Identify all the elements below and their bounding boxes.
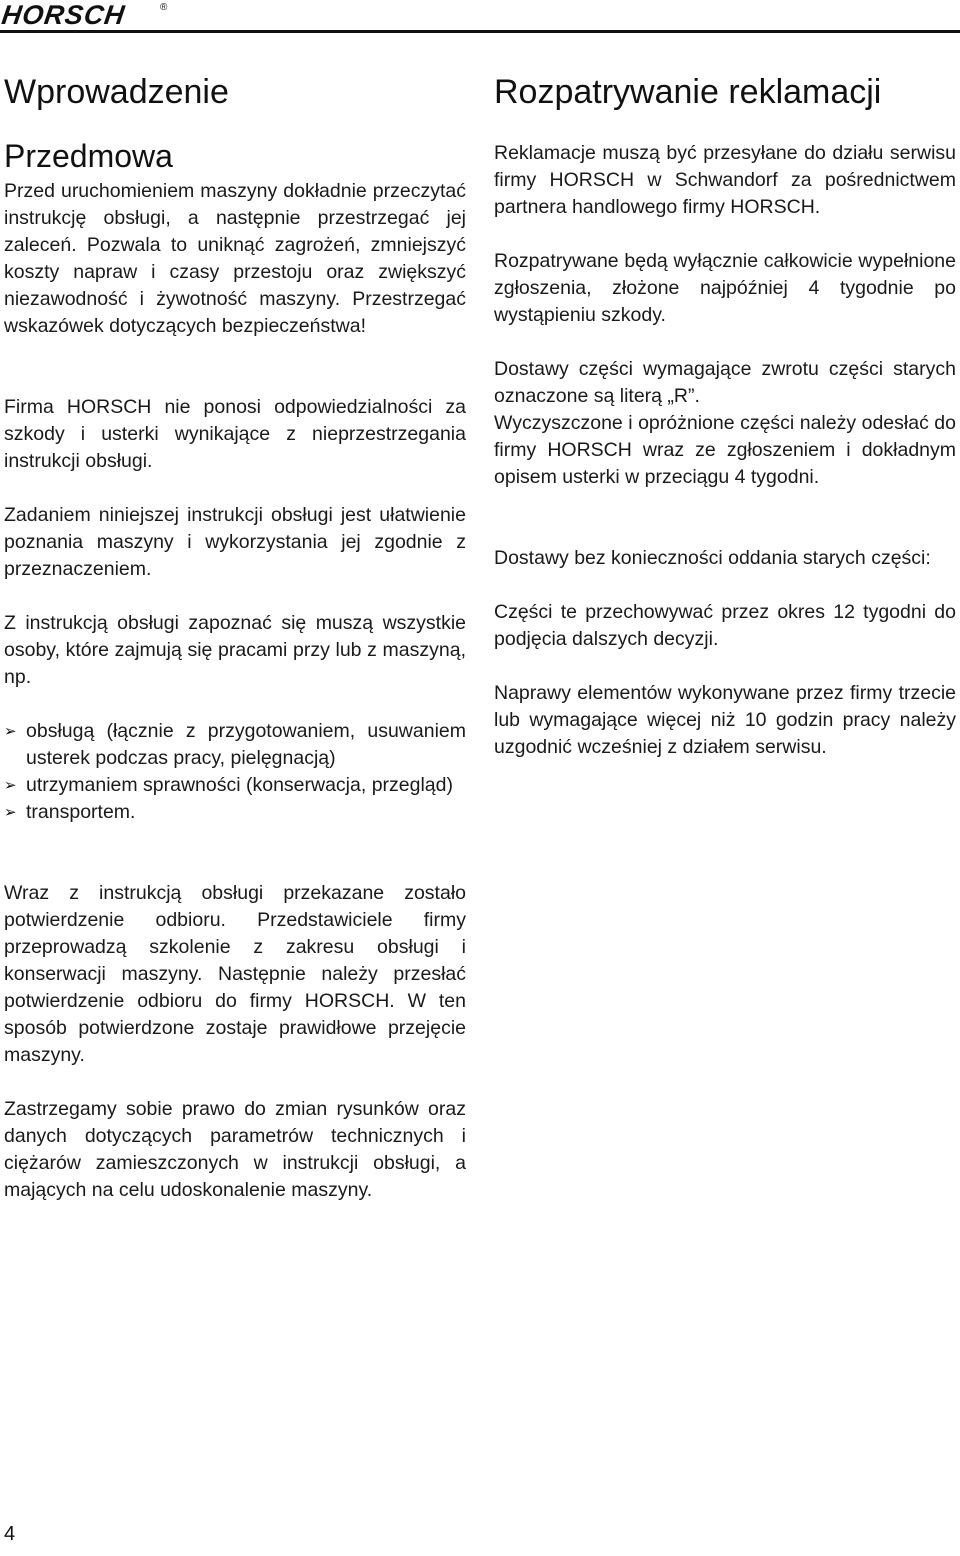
storage-paragraph: Części te przechowywać przez okres 12 tygodni do podjęcia dalszych decyzji. [494, 601, 956, 650]
task-list [4, 718, 466, 826]
handover-paragraph: Wraz z instrukcją obsługi przekazane zostało potwierdzenie odbioru. Przedstawiciele firmy przeprowadzą szkolenie z zakresu obsługi i konserwacji maszyny. Następnie należy przesłać potwierdzenie odbioru do firmy HORSCH. W ten sposób potwierdzone zostaje prawidłowe przejęcie maszyny. [4, 882, 466, 1066]
arrow-bullet-icon: ➢ [4, 777, 17, 794]
arrow-bullet-icon: ➢ [4, 723, 17, 740]
return-parts-paragraph: Dostawy części wymagające zwrotu części starych oznaczone są literą „R”. [494, 358, 956, 407]
third-party-repairs-paragraph: Naprawy elementów wykonywane przez firmy trzecie lub wymagające więcej niż 10 godzin pracy należy uzgodnić wcześniej z działem serwisu. [494, 682, 956, 758]
list-item-text: transportem. [26, 801, 136, 823]
registered-mark: ® [160, 2, 168, 13]
changes-reserved-paragraph: Zastrzegamy sobie prawo do zmian rysunków oraz danych dotyczących parametrów technicznych i ciężarów zamieszczonych w instrukcji obsługi, a mających na celu udoskonalenie maszyny. [4, 1098, 466, 1201]
purpose-paragraph: Zadaniem niniejszej instrukcji obsługi jest ułatwienie poznania maszyny i wykorzystania jej zgodnie z przeznaczeniem. [4, 504, 466, 580]
list-item [4, 718, 466, 772]
header-rule [0, 30, 960, 33]
intro-paragraph: Przed uruchomieniem maszyny dokładnie przeczytać instrukcję obsługi, a następnie przestrzegać jej zaleceń. Pozwala to uniknąć zagrożeń, zmniejszyć koszty napraw i czasy przestoju oraz zwiększyć niezawodność i żywotność maszyny. Przestrzegać wskazówek dotyczących bezpieczeństwa! [4, 180, 466, 337]
liability-paragraph: Firma HORSCH nie ponosi odpowiedzialności za szkody i usterki wynikające z nieprzestrzegania instrukcji obsługi. [4, 396, 466, 472]
claims-conditions-paragraph: Rozpatrywane będą wyłącznie całkowicie wypełnione zgłoszenia, złożone najpóźniej 4 tygodnie po wystąpieniu szkody. [494, 250, 956, 326]
list-item [4, 772, 466, 799]
list-item-text: obsługą (łącznie z przygotowaniem, usuwaniem usterek podczas pracy, pielęgnacją) [26, 720, 466, 769]
section-heading-przedmowa: Przedmowa [4, 138, 173, 174]
page-header [0, 0, 960, 40]
page-title: Wprowadzenie [4, 73, 229, 111]
return-instructions-paragraph: Wyczyszczone i opróżnione części należy odesłać do firmy HORSCH wraz ze zgłoszeniem i dokładnym opisem usterki w przeciągu 4 tygodni. [494, 412, 956, 488]
section-title-reklamacje: Rozpatrywanie reklamacji [494, 73, 882, 111]
claims-paragraph: Reklamacje muszą być przesyłane do działu serwisu firmy HORSCH w Schwandorf za pośrednictwem partnera handlowego firmy HORSCH. [494, 142, 956, 218]
horsch-logo: HORSCH [0, 0, 128, 30]
list-item-text: utrzymaniem sprawności (konserwacja, przegląd) [26, 774, 453, 796]
audience-paragraph: Z instrukcją obsługi zapoznać się muszą wszystkie osoby, które zajmują się pracami przy lub z maszyną, np. [4, 612, 466, 688]
arrow-bullet-icon: ➢ [4, 804, 17, 821]
page-number: 4 [4, 1523, 16, 1545]
list-item [4, 799, 466, 826]
no-return-heading-paragraph: Dostawy bez konieczności oddania starych części: [494, 547, 931, 569]
